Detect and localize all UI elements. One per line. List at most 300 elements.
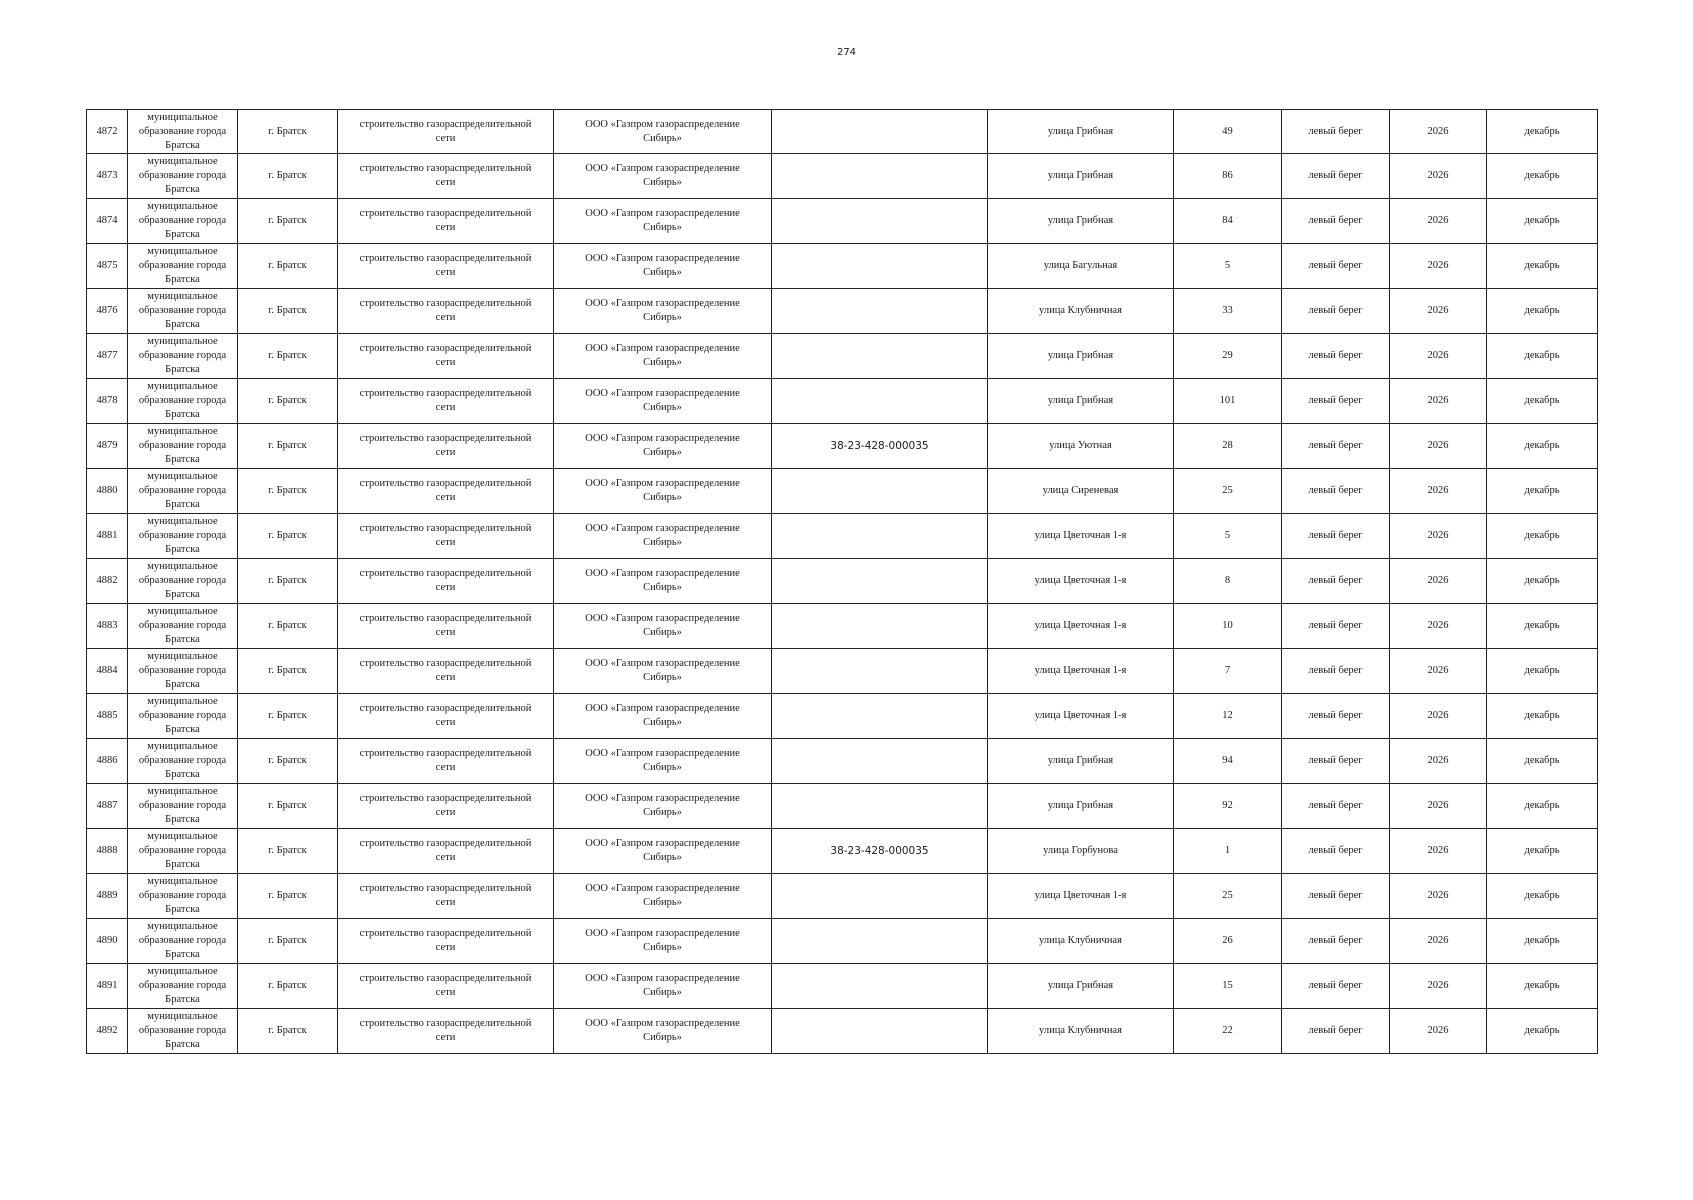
organization-cell-line: Сибирь» bbox=[643, 402, 682, 413]
municipality-cell bbox=[128, 244, 238, 289]
settlement-cell: г. Братск bbox=[238, 334, 338, 379]
year-cell: 2026 bbox=[1390, 424, 1487, 469]
municipality-cell bbox=[128, 784, 238, 829]
work-type-cell-line: сети bbox=[435, 447, 456, 458]
municipality-cell bbox=[128, 334, 238, 379]
municipality-cell-line: муниципальное bbox=[147, 1011, 218, 1022]
municipality-cell bbox=[128, 604, 238, 649]
work-type-cell bbox=[338, 514, 554, 559]
table-row bbox=[87, 199, 1598, 244]
cadastral-number-cell bbox=[772, 244, 988, 289]
house-number-cell: 7 bbox=[1174, 649, 1282, 694]
settlement-cell: г. Братск bbox=[238, 469, 338, 514]
municipality-cell-line: муниципальное bbox=[147, 831, 218, 842]
work-type-cell-line: строительство газораспределительной bbox=[359, 523, 532, 534]
organization-cell-line: ООО «Газпром газораспределение bbox=[585, 343, 740, 354]
year-cell: 2026 bbox=[1390, 964, 1487, 1009]
work-type-cell-line: сети bbox=[435, 717, 456, 728]
municipality-cell-line: муниципальное bbox=[147, 291, 218, 302]
municipality-cell bbox=[128, 110, 238, 154]
house-number-cell: 26 bbox=[1174, 919, 1282, 964]
settlement-cell: г. Братск bbox=[238, 199, 338, 244]
organization-cell bbox=[554, 694, 772, 739]
table-row bbox=[87, 649, 1598, 694]
row-number: 4891 bbox=[87, 964, 128, 1009]
house-number-cell: 22 bbox=[1174, 1009, 1282, 1054]
year-cell: 2026 bbox=[1390, 649, 1487, 694]
organization-cell-line: ООО «Газпром газораспределение bbox=[585, 568, 740, 579]
year-cell: 2026 bbox=[1390, 784, 1487, 829]
municipality-cell-line: образование города bbox=[138, 125, 227, 137]
street-cell: улица Клубничная bbox=[988, 1009, 1174, 1054]
organization-cell-line: Сибирь» bbox=[643, 312, 682, 323]
year-cell: 2026 bbox=[1390, 739, 1487, 784]
street-cell: улица Цветочная 1-я bbox=[988, 694, 1174, 739]
municipality-cell-line: образование города bbox=[138, 755, 227, 766]
municipality-cell bbox=[128, 919, 238, 964]
organization-cell bbox=[554, 559, 772, 604]
row-number: 4881 bbox=[87, 514, 128, 559]
municipality-cell-line: муниципальное bbox=[147, 246, 218, 257]
house-number-cell: 1 bbox=[1174, 829, 1282, 874]
organization-cell bbox=[554, 154, 772, 199]
work-type-cell-line: сети bbox=[435, 852, 456, 863]
cadastral-number-cell bbox=[772, 919, 988, 964]
area-cell: левый берег bbox=[1282, 694, 1390, 739]
municipality-cell-line: муниципальное bbox=[147, 561, 218, 572]
table-row bbox=[87, 424, 1598, 469]
house-number-cell: 84 bbox=[1174, 199, 1282, 244]
municipality-cell-line: Братска bbox=[165, 139, 200, 151]
municipality-cell-line: образование города bbox=[138, 350, 227, 361]
organization-cell-line: ООО «Газпром газораспределение bbox=[585, 793, 740, 804]
settlement-cell: г. Братск bbox=[238, 604, 338, 649]
work-type-cell bbox=[338, 199, 554, 244]
year-cell: 2026 bbox=[1390, 289, 1487, 334]
row-number: 4890 bbox=[87, 919, 128, 964]
municipality-cell-line: Братска bbox=[165, 859, 200, 870]
organization-cell bbox=[554, 289, 772, 334]
organization-cell-line: ООО «Газпром газораспределение bbox=[585, 928, 740, 939]
work-type-cell bbox=[338, 829, 554, 874]
municipality-cell-line: Братска bbox=[165, 994, 200, 1005]
municipality-cell-line: Братска bbox=[165, 949, 200, 960]
organization-cell-line: Сибирь» bbox=[643, 132, 682, 144]
cadastral-number-cell bbox=[772, 559, 988, 604]
street-cell: улица Цветочная 1-я bbox=[988, 559, 1174, 604]
area-cell: левый берег bbox=[1282, 784, 1390, 829]
area-cell: левый берег bbox=[1282, 469, 1390, 514]
row-number: 4886 bbox=[87, 739, 128, 784]
table-row bbox=[87, 469, 1598, 514]
organization-cell-line: ООО «Газпром газораспределение bbox=[585, 703, 740, 714]
row-number: 4879 bbox=[87, 424, 128, 469]
municipality-cell bbox=[128, 874, 238, 919]
month-cell: декабрь bbox=[1487, 694, 1598, 739]
organization-cell-line: Сибирь» bbox=[643, 807, 682, 818]
year-cell: 2026 bbox=[1390, 514, 1487, 559]
organization-cell-line: ООО «Газпром газораспределение bbox=[585, 253, 740, 264]
settlement-cell: г. Братск bbox=[238, 424, 338, 469]
work-type-cell bbox=[338, 244, 554, 289]
month-cell: декабрь bbox=[1487, 424, 1598, 469]
house-number-cell: 29 bbox=[1174, 334, 1282, 379]
table-row bbox=[87, 514, 1598, 559]
area-cell: левый берег bbox=[1282, 154, 1390, 199]
municipality-cell-line: Братска bbox=[165, 589, 200, 600]
municipality-cell bbox=[128, 649, 238, 694]
month-cell: декабрь bbox=[1487, 154, 1598, 199]
municipality-cell-line: образование города bbox=[138, 845, 227, 856]
municipality-cell-line: Братска bbox=[165, 499, 200, 510]
month-cell: декабрь bbox=[1487, 784, 1598, 829]
organization-cell-line: ООО «Газпром газораспределение bbox=[585, 208, 740, 219]
organization-cell-line: Сибирь» bbox=[643, 582, 682, 593]
work-type-cell bbox=[338, 964, 554, 1009]
organization-cell-line: Сибирь» bbox=[643, 267, 682, 278]
table-body bbox=[87, 110, 1598, 1054]
house-number-cell: 94 bbox=[1174, 739, 1282, 784]
cadastral-number-cell bbox=[772, 199, 988, 244]
municipality-cell-line: образование города bbox=[138, 665, 227, 676]
table-row bbox=[87, 829, 1598, 874]
month-cell: декабрь bbox=[1487, 604, 1598, 649]
cadastral-number-cell bbox=[772, 154, 988, 199]
table-row bbox=[87, 110, 1598, 154]
municipality-cell-line: образование города bbox=[138, 620, 227, 631]
table-row bbox=[87, 1009, 1598, 1054]
cadastral-number-cell: 38-23-428-000035 bbox=[772, 829, 988, 874]
table-row bbox=[87, 334, 1598, 379]
organization-cell bbox=[554, 964, 772, 1009]
year-cell: 2026 bbox=[1390, 244, 1487, 289]
work-type-cell bbox=[338, 154, 554, 199]
cadastral-number-cell bbox=[772, 514, 988, 559]
work-type-cell-line: строительство газораспределительной bbox=[359, 163, 532, 174]
work-type-cell-line: сети bbox=[435, 312, 456, 323]
work-type-cell-line: строительство газораспределительной bbox=[359, 298, 532, 309]
area-cell: левый берег bbox=[1282, 334, 1390, 379]
row-number: 4874 bbox=[87, 199, 128, 244]
work-type-cell bbox=[338, 649, 554, 694]
organization-cell-line: Сибирь» bbox=[643, 627, 682, 638]
organization-cell-line: ООО «Газпром газораспределение bbox=[585, 478, 740, 489]
area-cell: левый берег bbox=[1282, 559, 1390, 604]
settlement-cell: г. Братск bbox=[238, 784, 338, 829]
organization-cell-line: Сибирь» bbox=[643, 177, 682, 188]
cadastral-number-cell bbox=[772, 604, 988, 649]
year-cell: 2026 bbox=[1390, 604, 1487, 649]
cadastral-number-cell bbox=[772, 379, 988, 424]
month-cell: декабрь bbox=[1487, 289, 1598, 334]
settlement-cell: г. Братск bbox=[238, 514, 338, 559]
street-cell: улица Уютная bbox=[988, 424, 1174, 469]
house-number-cell: 12 bbox=[1174, 694, 1282, 739]
year-cell: 2026 bbox=[1390, 829, 1487, 874]
cadastral-number-cell bbox=[772, 694, 988, 739]
municipality-cell-line: муниципальное bbox=[147, 876, 218, 887]
row-number: 4872 bbox=[87, 110, 128, 154]
year-cell: 2026 bbox=[1390, 199, 1487, 244]
work-type-cell-line: строительство газораспределительной bbox=[359, 658, 532, 669]
area-cell: левый берег bbox=[1282, 874, 1390, 919]
municipality-cell bbox=[128, 1009, 238, 1054]
municipality-cell bbox=[128, 559, 238, 604]
settlement-cell: г. Братск bbox=[238, 874, 338, 919]
cadastral-number-cell: 38-23-428-000035 bbox=[772, 424, 988, 469]
municipality-cell-line: муниципальное bbox=[147, 786, 218, 797]
municipality-cell bbox=[128, 739, 238, 784]
organization-cell-line: Сибирь» bbox=[643, 942, 682, 953]
work-type-cell-line: строительство газораспределительной bbox=[359, 883, 532, 894]
work-type-cell-line: сети bbox=[435, 357, 456, 368]
table-row bbox=[87, 739, 1598, 784]
work-type-cell bbox=[338, 424, 554, 469]
year-cell: 2026 bbox=[1390, 694, 1487, 739]
table-row bbox=[87, 559, 1598, 604]
street-cell: улица Грибная bbox=[988, 334, 1174, 379]
row-number: 4877 bbox=[87, 334, 128, 379]
area-cell: левый берег bbox=[1282, 604, 1390, 649]
month-cell: декабрь bbox=[1487, 1009, 1598, 1054]
municipality-cell-line: Братска bbox=[165, 769, 200, 780]
area-cell: левый берег bbox=[1282, 199, 1390, 244]
organization-cell-line: Сибирь» bbox=[643, 852, 682, 863]
work-type-cell-line: строительство газораспределительной bbox=[359, 613, 532, 624]
municipality-cell-line: образование города bbox=[138, 305, 227, 316]
table-row bbox=[87, 784, 1598, 829]
settlement-cell: г. Братск bbox=[238, 694, 338, 739]
work-type-cell-line: сети bbox=[435, 402, 456, 413]
street-cell: улица Горбунова bbox=[988, 829, 1174, 874]
house-number-cell: 5 bbox=[1174, 244, 1282, 289]
year-cell: 2026 bbox=[1390, 919, 1487, 964]
work-type-cell-line: сети bbox=[435, 492, 456, 503]
table-row bbox=[87, 244, 1598, 289]
organization-cell-line: ООО «Газпром газораспределение bbox=[585, 298, 740, 309]
house-number-cell: 25 bbox=[1174, 469, 1282, 514]
street-cell: улица Цветочная 1-я bbox=[988, 514, 1174, 559]
municipality-cell-line: образование города bbox=[138, 215, 227, 226]
work-type-cell-line: сети bbox=[435, 537, 456, 548]
municipality-cell bbox=[128, 379, 238, 424]
organization-cell bbox=[554, 334, 772, 379]
settlement-cell: г. Братск bbox=[238, 289, 338, 334]
page-number: 274 bbox=[836, 47, 857, 58]
organization-cell bbox=[554, 379, 772, 424]
municipality-cell bbox=[128, 424, 238, 469]
organization-cell-line: Сибирь» bbox=[643, 1032, 682, 1043]
area-cell: левый берег bbox=[1282, 649, 1390, 694]
row-number: 4876 bbox=[87, 289, 128, 334]
municipality-cell-line: муниципальное bbox=[147, 651, 218, 662]
house-number-cell: 28 bbox=[1174, 424, 1282, 469]
work-type-cell bbox=[338, 739, 554, 784]
municipality-cell-line: Братска bbox=[165, 904, 200, 915]
street-cell: улица Багульная bbox=[988, 244, 1174, 289]
organization-cell-line: ООО «Газпром газораспределение bbox=[585, 883, 740, 894]
area-cell: левый берег bbox=[1282, 739, 1390, 784]
organization-cell-line: ООО «Газпром газораспределение bbox=[585, 118, 740, 130]
settlement-cell: г. Братск bbox=[238, 649, 338, 694]
organization-cell-line: Сибирь» bbox=[643, 762, 682, 773]
organization-cell-line: Сибирь» bbox=[643, 717, 682, 728]
settlement-cell: г. Братск bbox=[238, 739, 338, 784]
work-type-cell bbox=[338, 919, 554, 964]
work-type-cell-line: строительство газораспределительной bbox=[359, 118, 532, 130]
municipality-cell-line: образование города bbox=[138, 530, 227, 541]
row-number: 4888 bbox=[87, 829, 128, 874]
organization-cell bbox=[554, 469, 772, 514]
settlement-cell: г. Братск bbox=[238, 379, 338, 424]
municipality-cell-line: образование города bbox=[138, 485, 227, 496]
municipality-cell-line: образование города bbox=[138, 710, 227, 721]
work-type-cell-line: строительство газораспределительной bbox=[359, 343, 532, 354]
municipality-cell-line: Братска bbox=[165, 319, 200, 330]
year-cell: 2026 bbox=[1390, 874, 1487, 919]
municipality-cell-line: Братска bbox=[165, 544, 200, 555]
municipality-cell-line: муниципальное bbox=[147, 606, 218, 617]
table-row bbox=[87, 694, 1598, 739]
month-cell: декабрь bbox=[1487, 469, 1598, 514]
work-type-cell-line: сети bbox=[435, 267, 456, 278]
year-cell: 2026 bbox=[1390, 469, 1487, 514]
municipality-cell-line: Братска bbox=[165, 274, 200, 285]
work-type-cell-line: сети bbox=[435, 897, 456, 908]
municipality-cell-line: образование города bbox=[138, 800, 227, 811]
month-cell: декабрь bbox=[1487, 110, 1598, 154]
year-cell: 2026 bbox=[1390, 1009, 1487, 1054]
settlement-cell: г. Братск bbox=[238, 919, 338, 964]
organization-cell-line: ООО «Газпром газораспределение bbox=[585, 658, 740, 669]
municipality-cell-line: муниципальное bbox=[147, 201, 218, 212]
work-type-cell-line: строительство газораспределительной bbox=[359, 568, 532, 579]
month-cell: декабрь bbox=[1487, 199, 1598, 244]
municipality-cell-line: муниципальное bbox=[147, 966, 218, 977]
municipality-cell-line: Братска bbox=[165, 724, 200, 735]
work-type-cell-line: строительство газораспределительной bbox=[359, 793, 532, 804]
row-number: 4892 bbox=[87, 1009, 128, 1054]
area-cell: левый берег bbox=[1282, 289, 1390, 334]
municipality-cell-line: образование города bbox=[138, 1025, 227, 1036]
street-cell: улица Цветочная 1-я bbox=[988, 874, 1174, 919]
work-type-cell-line: строительство газораспределительной bbox=[359, 208, 532, 219]
area-cell: левый берег bbox=[1282, 919, 1390, 964]
municipality-cell-line: Братска bbox=[165, 634, 200, 645]
work-type-cell-line: сети bbox=[435, 222, 456, 233]
municipality-cell-line: муниципальное bbox=[147, 336, 218, 347]
work-type-cell-line: строительство газораспределительной bbox=[359, 478, 532, 489]
work-type-cell-line: сети bbox=[435, 762, 456, 773]
row-number: 4880 bbox=[87, 469, 128, 514]
work-type-cell bbox=[338, 559, 554, 604]
work-type-cell-line: сети bbox=[435, 1032, 456, 1043]
row-number: 4882 bbox=[87, 559, 128, 604]
organization-cell bbox=[554, 919, 772, 964]
organization-cell bbox=[554, 199, 772, 244]
work-type-cell bbox=[338, 334, 554, 379]
street-cell: улица Грибная bbox=[988, 110, 1174, 154]
municipality-cell-line: образование города bbox=[138, 575, 227, 586]
work-type-cell-line: строительство газораспределительной bbox=[359, 703, 532, 714]
house-number-cell: 5 bbox=[1174, 514, 1282, 559]
work-type-cell bbox=[338, 379, 554, 424]
work-type-cell bbox=[338, 604, 554, 649]
work-type-cell-line: строительство газораспределительной bbox=[359, 928, 532, 939]
municipality-cell-line: муниципальное bbox=[147, 471, 218, 482]
month-cell: декабрь bbox=[1487, 649, 1598, 694]
municipality-cell-line: Братска bbox=[165, 184, 200, 195]
house-number-cell: 92 bbox=[1174, 784, 1282, 829]
settlement-cell: г. Братск bbox=[238, 244, 338, 289]
area-cell: левый берег bbox=[1282, 424, 1390, 469]
work-type-cell bbox=[338, 289, 554, 334]
row-number: 4883 bbox=[87, 604, 128, 649]
settlement-cell: г. Братск bbox=[238, 829, 338, 874]
organization-cell-line: ООО «Газпром газораспределение bbox=[585, 613, 740, 624]
work-type-cell-line: строительство газораспределительной bbox=[359, 433, 532, 444]
organization-cell-line: Сибирь» bbox=[643, 897, 682, 908]
municipality-cell bbox=[128, 514, 238, 559]
cadastral-number-cell bbox=[772, 739, 988, 784]
house-number-cell: 8 bbox=[1174, 559, 1282, 604]
work-type-cell-line: строительство газораспределительной bbox=[359, 253, 532, 264]
table-row bbox=[87, 604, 1598, 649]
municipality-cell bbox=[128, 964, 238, 1009]
house-number-cell: 49 bbox=[1174, 110, 1282, 154]
month-cell: декабрь bbox=[1487, 559, 1598, 604]
organization-cell bbox=[554, 784, 772, 829]
month-cell: декабрь bbox=[1487, 919, 1598, 964]
municipality-cell-line: муниципальное bbox=[147, 741, 218, 752]
year-cell: 2026 bbox=[1390, 110, 1487, 154]
organization-cell bbox=[554, 244, 772, 289]
organization-cell-line: Сибирь» bbox=[643, 672, 682, 683]
municipality-cell bbox=[128, 289, 238, 334]
street-cell: улица Грибная bbox=[988, 739, 1174, 784]
street-cell: улица Цветочная 1-я bbox=[988, 604, 1174, 649]
organization-cell-line: ООО «Газпром газораспределение bbox=[585, 523, 740, 534]
municipality-cell-line: муниципальное bbox=[147, 381, 218, 392]
settlement-cell: г. Братск bbox=[238, 964, 338, 1009]
street-cell: улица Грибная bbox=[988, 964, 1174, 1009]
area-cell: левый берег bbox=[1282, 514, 1390, 559]
street-cell: улица Клубничная bbox=[988, 919, 1174, 964]
municipality-cell-line: муниципальное bbox=[147, 921, 218, 932]
organization-cell bbox=[554, 110, 772, 154]
organization-cell-line: ООО «Газпром газораспределение bbox=[585, 163, 740, 174]
cadastral-number-cell bbox=[772, 784, 988, 829]
work-type-cell-line: строительство газораспределительной bbox=[359, 1018, 532, 1029]
work-type-cell-line: сети bbox=[435, 987, 456, 998]
settlement-cell: г. Братск bbox=[238, 1009, 338, 1054]
cadastral-number-cell bbox=[772, 649, 988, 694]
house-number-cell: 10 bbox=[1174, 604, 1282, 649]
organization-cell bbox=[554, 1009, 772, 1054]
municipality-cell-line: муниципальное bbox=[147, 516, 218, 527]
organization-cell bbox=[554, 424, 772, 469]
organization-cell bbox=[554, 649, 772, 694]
table-row bbox=[87, 154, 1598, 199]
work-type-cell bbox=[338, 110, 554, 154]
organization-cell-line: ООО «Газпром газораспределение bbox=[585, 973, 740, 984]
year-cell: 2026 bbox=[1390, 379, 1487, 424]
row-number: 4875 bbox=[87, 244, 128, 289]
street-cell: улица Грибная bbox=[988, 199, 1174, 244]
row-number: 4878 bbox=[87, 379, 128, 424]
area-cell: левый берег bbox=[1282, 964, 1390, 1009]
month-cell: декабрь bbox=[1487, 964, 1598, 1009]
